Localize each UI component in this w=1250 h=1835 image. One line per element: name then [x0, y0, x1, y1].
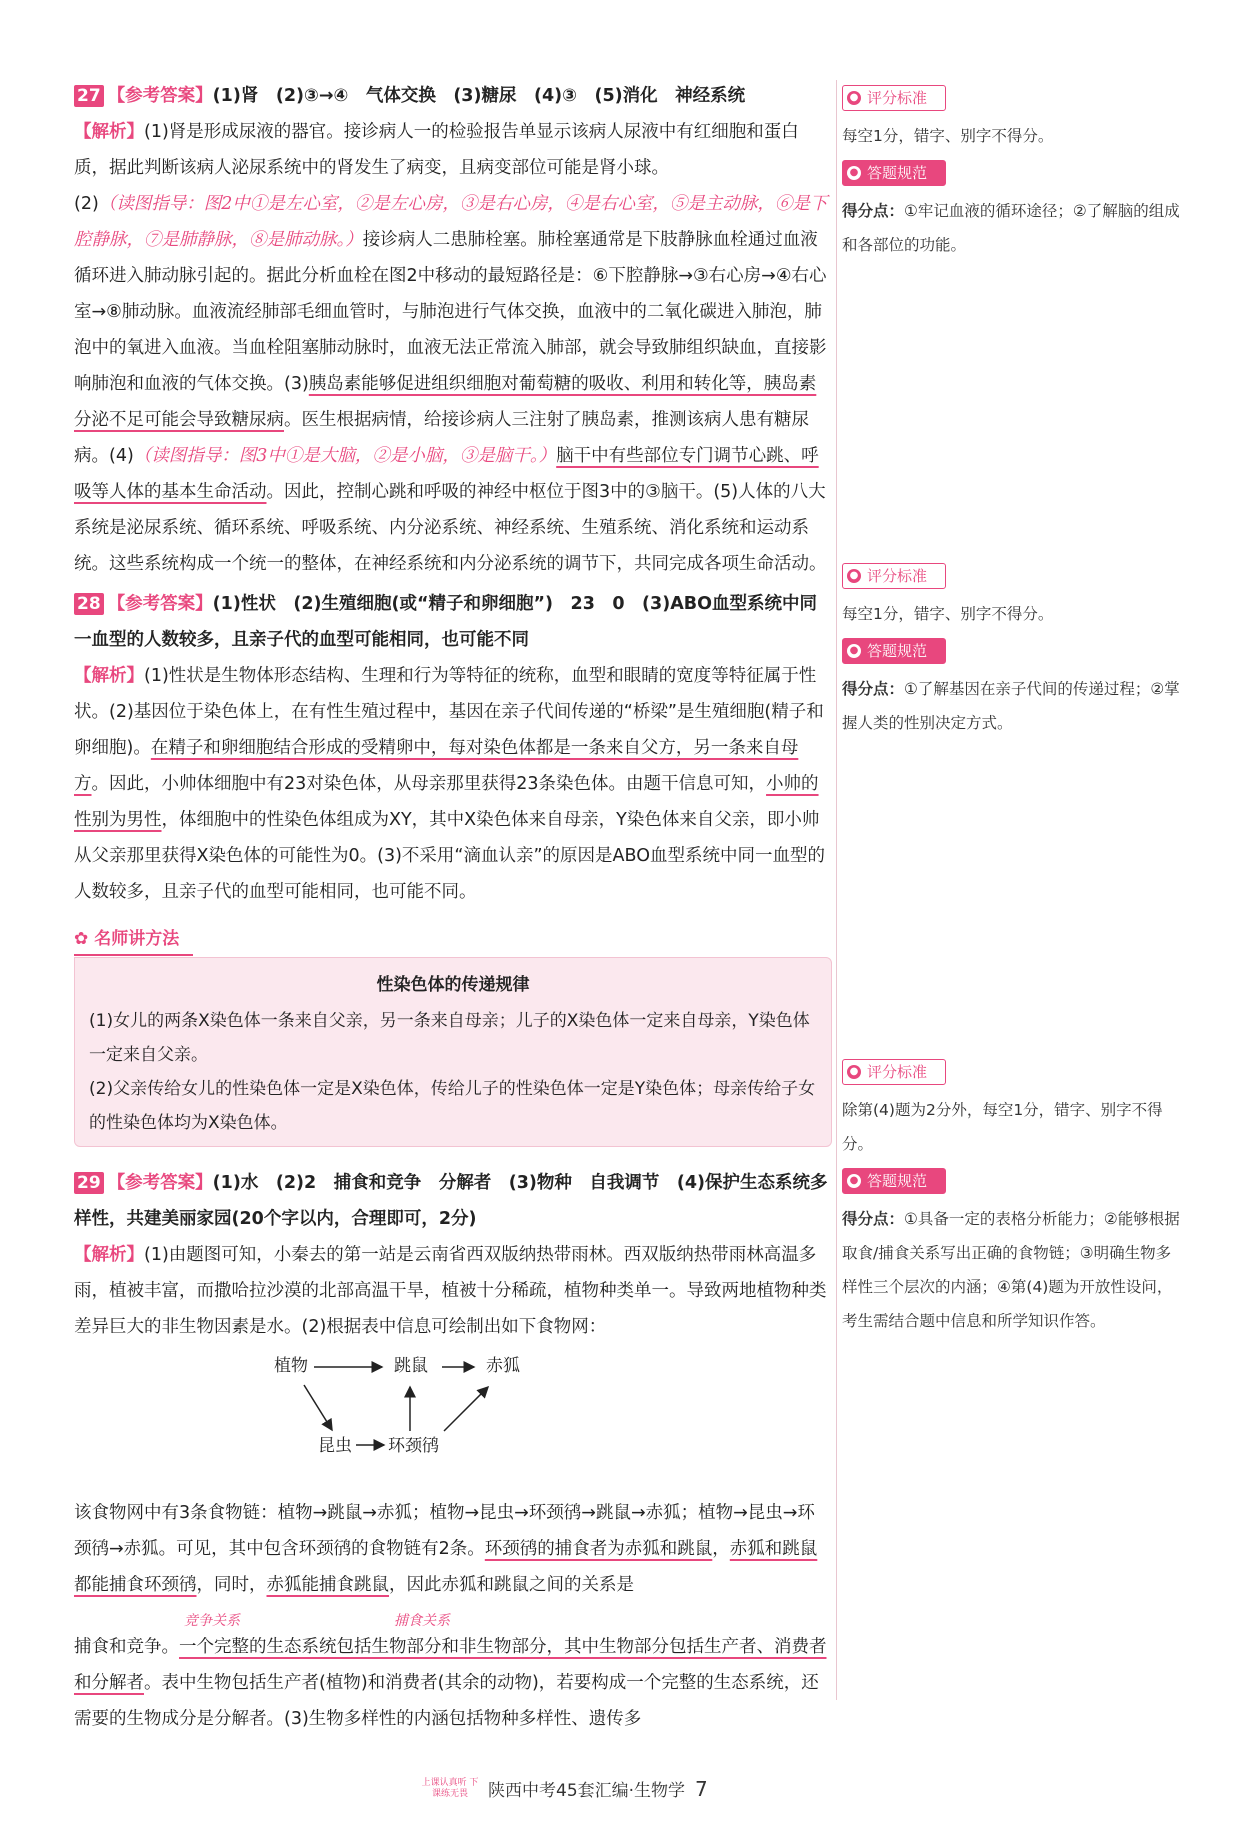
- scoring-standard-text: 每空1分，错字、别字不得分。: [842, 605, 1054, 623]
- teacher-rule-1: (1)女儿的两条X染色体一条来自父亲，另一条来自母亲；儿子的X染色体一定来自母亲，Y染色体一定来自父亲。: [89, 1011, 810, 1065]
- underlined-key-point: 胰岛素能够促进组织细胞对葡萄糖的吸收、利用和转化等，胰岛素分泌不足可能会导致糖尿病: [74, 374, 817, 430]
- answer-text: (1)水 (2)2 捕食和竞争 分解者 (3)物种 自我调节 (4)保护生态系统多样性，共建美丽家园(20个字以内，合理即可，2分): [74, 1173, 828, 1229]
- teacher-method-header: [74, 924, 193, 956]
- analysis-text: 捕食和竞争。: [74, 1637, 179, 1657]
- underlined-key-point: 在精子和卵细胞结合形成的受精卵中，每对染色体都是一条来自父方，另一条来自母方: [74, 738, 799, 794]
- node-jerboa: 跳鼠: [394, 1356, 428, 1376]
- teacher-box-title: 性染色体的传递规律: [376, 975, 530, 995]
- teacher-method-box: [74, 957, 832, 1147]
- q27-analysis-p1: [74, 114, 832, 186]
- analysis-tag: 【解析】: [74, 1245, 144, 1265]
- score-points: [842, 672, 1182, 740]
- badge-label: 评分标准: [867, 89, 928, 107]
- answer-tag: 【参考答案】: [107, 1173, 213, 1193]
- analysis-text: 该食物网中有3条食物链：植物→跳鼠→赤狐；植物→昆虫→环颈鸻→跳鼠→赤狐；植物→昆虫→环颈鸻→赤狐。可见，其中包含环颈鸻的食物链有2条。: [74, 1503, 815, 1559]
- page-number: 7: [695, 1776, 708, 1801]
- arrow-pheasant-fox: [444, 1387, 488, 1431]
- scoring-standard-badge: [842, 1059, 946, 1085]
- q29-analysis-p3: [74, 1629, 832, 1737]
- answer-text: (1)肾 (2)③→④ 气体交换 (3)糖尿 (4)③ (5)消化 神经系统: [212, 86, 746, 106]
- page-footer: [420, 1776, 708, 1801]
- underlined-key-point: 赤狐和跳鼠都能捕食环颈鸻: [74, 1539, 818, 1595]
- analysis-text: ，: [712, 1539, 730, 1559]
- score-point-label: 得分点：: [842, 1210, 905, 1228]
- scoring-standard-text: 每空1分，错字、别字不得分。: [842, 127, 1054, 145]
- score-point-text: ①牢记血液的循环途径；②了解脑的组成和各部位的功能。: [842, 202, 1180, 254]
- badge-label: 评分标准: [867, 1063, 928, 1081]
- annotation-predation: 捕食关系: [394, 1613, 450, 1629]
- scoring-standard-text: 除第(4)题为2分外，每空1分，错字、别字不得分。: [842, 1101, 1163, 1153]
- analysis-text: (1)由题图可知，小秦去的第一站是云南省西双版纳热带雨林。西双版纳热带雨林高温多雨，植被丰富，而撒哈拉沙漠的北部高温干旱，植被十分稀疏，植物种类单一。导致两地植物种类差异巨大的非生物因素是水。(2)根据表中信息可绘制出如下食物网：: [74, 1245, 827, 1337]
- annotation-competition: 竞争关系: [184, 1613, 240, 1629]
- underlined-key-point: 一个完整的生态系统包括生物部分和非生物部分，其中生物部分包括生产者、消费者和分解者: [74, 1637, 827, 1693]
- food-web-arrows: [74, 1345, 832, 1495]
- analysis-text: (1)肾是形成尿液的器官。接诊病人一的检验报告单显示该病人尿液中有红细胞和蛋白质，据此判断该病人泌尿系统中的肾发生了病变，且病变部位可能是肾小球。: [74, 122, 799, 178]
- book-title: 陕西中考45套汇编·生物学: [488, 1781, 686, 1801]
- question-28: [74, 586, 832, 910]
- arrow-plant-insect: [304, 1385, 332, 1430]
- q28-analysis: [74, 658, 832, 910]
- reading-hint: （读图指导：图3中①是大脑，②是小脑，③是脑干。）: [133, 446, 557, 466]
- badge-label: 答题规范: [867, 164, 928, 182]
- underlined-key-point: 环颈鸻的捕食者为赤狐和跳鼠: [484, 1539, 713, 1559]
- side-28: [842, 556, 1182, 1046]
- badge-icon: ●: [847, 1174, 861, 1188]
- badge-icon: ●: [847, 644, 861, 658]
- badge-label: 答题规范: [867, 642, 928, 660]
- teacher-method-section: [74, 914, 832, 1147]
- handwritten-annotations: [74, 1603, 832, 1629]
- side-column: [842, 78, 1182, 1344]
- q29-analysis-p2: [74, 1495, 832, 1603]
- analysis-text: (4): [109, 446, 134, 466]
- side-29: [842, 1052, 1182, 1338]
- teacher-rule-2: (2)父亲传给女儿的性染色体一定是X染色体，传给儿子的性染色体一定是Y染色体；母亲传给子女的性染色体均为X染色体。: [89, 1079, 816, 1133]
- analysis-text: 。因此，控制心跳和呼吸的神经中枢位于图3中的③脑干。(5)人体的八大系统是泌尿系统、循环系统、呼吸系统、内分泌系统、神经系统、生殖系统、消化系统和运动系统。这些系统构成一个统一的整体，在神经系统和内分泌系统的调节下，共同完成各项生命活动。: [74, 482, 827, 574]
- answer-norm-badge: [842, 638, 946, 664]
- question-number: 29: [74, 1172, 104, 1194]
- analysis-text: 。表中生物包括生产者(植物)和消费者(其余的动物)，若要构成一个完整的生态系统，还需要的生物成分是分解者。(3)生物多样性的内涵包括物种多样性、遗传多: [74, 1673, 819, 1729]
- score-points: [842, 194, 1182, 262]
- analysis-tag: 【解析】: [74, 122, 144, 142]
- teacher-icon: ✿: [74, 929, 89, 949]
- node-plant: 植物: [274, 1356, 308, 1376]
- score-point-label: 得分点：: [842, 202, 905, 220]
- main-column: [74, 78, 832, 1741]
- column-divider: [836, 80, 837, 1700]
- analysis-tag: 【解析】: [74, 666, 144, 686]
- badge-label: 评分标准: [867, 567, 928, 585]
- q28-answer-line: [74, 586, 832, 658]
- analysis-text: (3): [284, 374, 309, 394]
- scoring-standard-badge: [842, 563, 946, 589]
- answer-norm-badge: [842, 160, 946, 186]
- score-point-text: ①具备一定的表格分析能力；②能够根据取食/捕食关系写出正确的食物链；③明确生物多样性三个层次的内涵；④第(4)题为开放性设问，考生需结合题中信息和所学知识作答。: [842, 1210, 1180, 1330]
- side-27: [842, 78, 1182, 550]
- analysis-text: (2): [74, 194, 99, 214]
- underlined-key-point: 小帅的性别为男性: [74, 774, 819, 830]
- question-29: [74, 1165, 832, 1737]
- publisher-logo: 上课认真听 下课练无畏: [421, 1777, 479, 1799]
- node-pheasant: 环颈鸻: [388, 1436, 439, 1456]
- reading-hint: （读图指导：图2中①是左心室，②是左心房，③是右心房，④是右心室，⑤是主动脉，⑥是下腔静脉，⑦是肺静脉，⑧是肺动脉。）: [74, 194, 828, 250]
- underlined-key-point: 赤狐能捕食跳鼠: [266, 1575, 389, 1595]
- badge-icon: ●: [847, 91, 861, 105]
- analysis-text: (1)性状是生物体形态结构、生理和行为等特征的统称，血型和眼睛的宽度等特征属于性状。(2)基因位于染色体上，在有性生殖过程中，基因在亲子代间传递的“桥梁”是生殖细胞(精子和卵细胞)。: [74, 666, 824, 758]
- answer-tag: 【参考答案】: [107, 594, 213, 614]
- scoring-standard-badge: [842, 85, 946, 111]
- question-number: 27: [74, 85, 104, 107]
- food-web-diagram: [74, 1345, 832, 1495]
- analysis-text: ，体细胞中的性染色体组成为XY，其中X染色体来自母亲，Y染色体来自父亲，即小帅从父亲那里获得X染色体的可能性为0。(3)不采用“滴血认亲”的原因是ABO血型系统中同一血型的人数较多，且亲子代的血型可能相同，也可能不同。: [74, 810, 825, 902]
- node-fox: 赤狐: [486, 1356, 520, 1376]
- q29-analysis-p1: [74, 1237, 832, 1345]
- analysis-text: ，同时，: [196, 1575, 267, 1595]
- score-points: [842, 1202, 1182, 1338]
- question-27: [74, 78, 832, 582]
- analysis-text: ，因此赤狐和跳鼠之间的关系是: [389, 1575, 634, 1595]
- teacher-method-label: 名师讲方法: [94, 929, 180, 949]
- node-insect: 昆虫: [318, 1436, 352, 1456]
- answer-norm-badge: [842, 1168, 946, 1194]
- analysis-text: 。医生根据病情，给接诊病人三注射了胰岛素，推测该病人患有糖尿病。: [74, 410, 809, 466]
- badge-label: 答题规范: [867, 1172, 928, 1190]
- analysis-text: 。因此，小帅体细胞中有23对染色体，从母亲那里获得23条染色体。由题干信息可知，: [91, 774, 767, 794]
- score-point-label: 得分点：: [842, 680, 905, 698]
- q27-answer-line: [74, 78, 832, 114]
- q27-analysis-p2: [74, 186, 832, 582]
- q29-answer-line: [74, 1165, 832, 1237]
- answer-tag: 【参考答案】: [107, 86, 213, 106]
- badge-icon: ●: [847, 569, 861, 583]
- question-number: 28: [74, 593, 104, 615]
- badge-icon: ●: [847, 1065, 861, 1079]
- score-point-text: ①了解基因在亲子代间的传递过程；②掌握人类的性别决定方式。: [842, 680, 1180, 732]
- badge-icon: ●: [847, 166, 861, 180]
- underlined-key-point: 脑干中有些部位专门调节心跳、呼吸等人体的基本生命活动: [74, 446, 819, 502]
- answer-text: (1)性状 (2)生殖细胞(或“精子和卵细胞”) 23 0 (3)ABO血型系统中同一血型的人数较多，且亲子代的血型可能相同，也可能不同: [74, 594, 817, 650]
- analysis-text: 接诊病人二患肺栓塞。肺栓塞通常是下肢静脉血栓通过血液循环进入肺动脉引起的。据此分析血栓在图2中移动的最短路径是：⑥下腔静脉→③右心房→④右心室→⑧肺动脉。血液流经肺部毛细血管时，与肺泡进行气体交换，血液中的二氧化碳进入肺泡，肺泡中的氧进入血液。当血栓阻塞肺动脉时，血液无法正常流入肺部，就会导致肺组织缺血，直接影响肺泡和血液的气体交换。: [74, 230, 827, 394]
